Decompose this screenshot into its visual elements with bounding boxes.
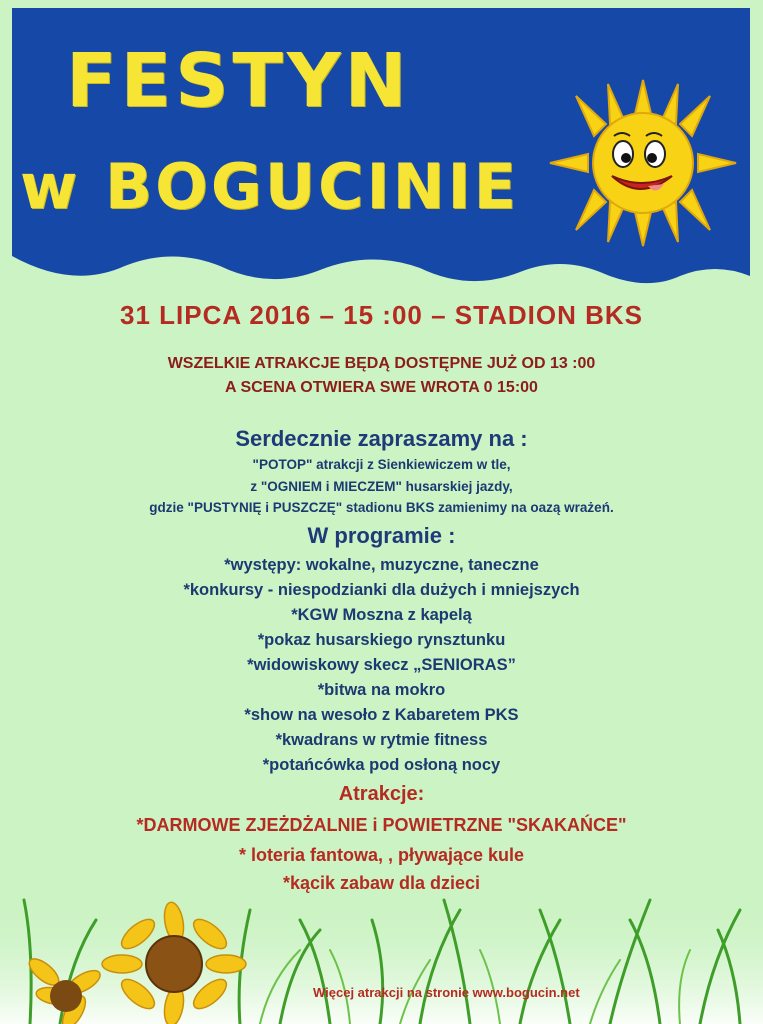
attraction-item: * loteria fantowa, , pływające kule [238, 845, 525, 865]
program-item: *widowiskowy skecz „SENIORAS” [247, 656, 516, 674]
invite-heading: Serdecznie zapraszamy na : [235, 426, 528, 451]
invite-line: "POTOP" atrakcji z Sienkiewiczem w tle, [252, 457, 511, 472]
invite-line: gdzie "PUSTYNIĘ i PUSZCZĘ" stadionu BKS zamienimy na oazą wrażeń. [149, 500, 614, 515]
program-item: *show na wesoło z Kabaretem PKS [244, 706, 519, 724]
event-info-line2: A SCENA OTWIERA SWE WROTA 0 15:00 [225, 379, 538, 396]
program-heading: W programie : [307, 523, 456, 548]
poster-title-line2: w BOGUCINIE [20, 150, 519, 223]
invite-line: z "OGNIEM i MIECZEM" husarskiej jazdy, [250, 479, 513, 494]
program-item: *konkursy - niespodzianki dla dużych i mniejszych [183, 581, 580, 599]
attraction-item: *DARMOWE ZJEŻDŻALNIE i POWIETRZNE "SKAKAŃCE" [136, 815, 627, 835]
program-item: *potańcówka pod osłoną nocy [262, 756, 501, 774]
website-note: Więcej atrakcji na stronie www.bogucin.net [313, 985, 580, 1000]
event-info-line1: WSZELKIE ATRAKCJE BĘDĄ DOSTĘPNE JUŻ OD 13 :00 [167, 355, 596, 372]
program-item: *bitwa na mokro [317, 681, 446, 699]
program-item: *KGW Moszna z kapelą [291, 606, 472, 624]
attractions-heading: Atrakcje: [338, 783, 425, 805]
smiling-sun-icon [548, 78, 738, 248]
event-date-line: 31 LIPCA 2016 – 15 :00 – STADION BKS [120, 300, 643, 330]
sunflower-icon [14, 900, 274, 1024]
program-item: *kwadrans w rytmie fitness [275, 731, 488, 749]
program-item: *występy: wokalne, muzyczne, taneczne [224, 556, 539, 574]
poster-title-line1: FESTYN [66, 38, 411, 124]
program-item: *pokaz husarskiego rynsztunku [257, 631, 506, 649]
attraction-item: *kącik zabaw dla dzieci [282, 873, 481, 893]
